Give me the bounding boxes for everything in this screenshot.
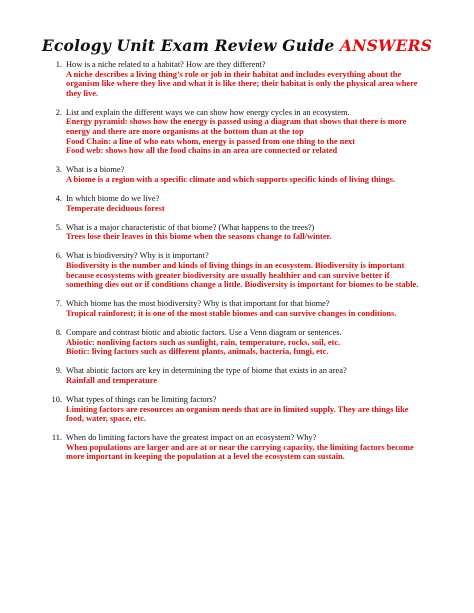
question-number: 10. xyxy=(51,394,62,404)
question-number: 11. xyxy=(51,433,62,443)
page-title xyxy=(0,36,474,55)
question-number: 4. xyxy=(55,194,62,204)
answer-text: When populations are larger and are at or near the carrying capacity, the limiting factors become more important in keeping the population at a level the ecosystem can sustain. xyxy=(66,442,414,462)
question-item xyxy=(55,222,424,242)
question-number: 5. xyxy=(55,222,62,232)
question-number: 7. xyxy=(55,299,62,309)
question-item xyxy=(55,194,424,213)
question-text: Compare and contrast biotic and abiotic factors. Use a Venn diagram or sentences. xyxy=(66,327,342,337)
question-number: 1. xyxy=(55,60,62,69)
question-text: List and explain the different ways we can show how energy cycles in an ecosystem. xyxy=(66,107,350,117)
question-number: 2. xyxy=(55,107,62,117)
question-item xyxy=(55,165,424,184)
answer-text: Biodiversity is the number and kinds of living things in an ecosystem. Biodiversity is important because ecosystems with greater biodiversity are usually healthier and can survive better if something dies out or if conditions change a little. Biodiversity is important for biomes to be stable. xyxy=(66,261,419,290)
answer-text: Food Chain: a line of who eats whom, energy is passed from one thing to the next xyxy=(66,136,356,146)
question-item xyxy=(55,366,424,385)
title-main: Ecology Unit Exam Review Guide xyxy=(41,36,335,55)
question-text: What is a major characteristic of that biome? (What happens to the trees?) xyxy=(66,222,315,232)
question-item xyxy=(51,433,424,462)
question-item xyxy=(55,299,424,318)
question-text: What types of things can be limiting factors? xyxy=(66,394,217,404)
answer-text: Temperate deciduous forest xyxy=(66,203,165,213)
answer-text: Energy pyramid: shows how the energy is passed using a diagram that shows that there is more energy and there are more organisms at the bottom than at the top xyxy=(66,117,407,137)
answer-text: Rainfall and temperature xyxy=(66,375,158,385)
question-text: Which biome has the most biodiversity? Why is that important for that biome? xyxy=(66,299,330,309)
question-item xyxy=(55,107,424,156)
question-text: How is a niche related to a habitat? How are they different? xyxy=(66,60,266,69)
question-number: 6. xyxy=(55,251,62,261)
title-answers: ANSWERS xyxy=(340,36,433,55)
question-list xyxy=(51,60,424,472)
answer-text: Trees lose their leaves in this biome when the seasons change to fall/winter. xyxy=(66,232,332,242)
question-text: What is a biome? xyxy=(66,165,125,175)
question-text: In which biome do we live? xyxy=(66,194,160,204)
answer-text: Limiting factors are resources an organism needs that are in limited supply. They are things like food, water, space, etc. xyxy=(66,404,409,424)
question-text: What is biodiversity? Why is it important? xyxy=(66,251,209,261)
question-text: What abiotic factors are key in determining the type of biome that exists in an area? xyxy=(66,366,347,376)
answer-text: Biotic: living factors such as different plants, animals, bacteria, fungi, etc. xyxy=(66,347,329,357)
question-text: When do limiting factors have the greatest impact on an ecosystem? Why? xyxy=(66,433,317,443)
answer-text: Abiotic: nonliving factors such as sunlight, rain, temperature, rocks, soil, etc. xyxy=(66,337,341,347)
question-item xyxy=(55,327,424,357)
answer-text: A biome is a region with a specific climate and which supports specific kinds of living things. xyxy=(66,174,396,184)
question-item xyxy=(51,394,424,424)
question-item xyxy=(55,60,424,98)
question-number: 8. xyxy=(55,327,62,337)
answer-text: Food web: shows how all the food chains in an area are connected or related xyxy=(66,146,338,156)
answer-text: A niche describes a living thing’s role or job in their habitat and includes everything about the organism like where they live and what it is like there; their habitat is only the physical area where they live. xyxy=(66,69,418,98)
question-number: 3. xyxy=(55,165,62,175)
question-item xyxy=(55,251,424,290)
question-number: 9. xyxy=(55,366,62,376)
answer-text: Tropical rainforest; it is one of the most stable biomes and can survive changes in conditions. xyxy=(66,308,397,318)
